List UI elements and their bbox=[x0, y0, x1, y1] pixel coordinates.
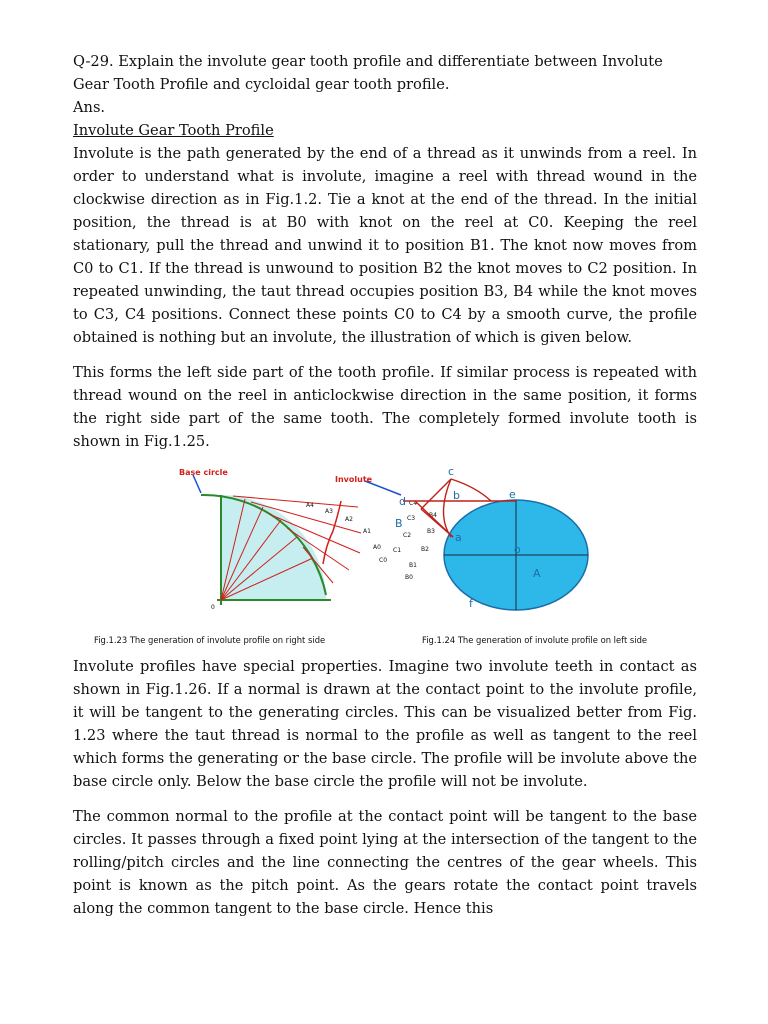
question-title: Q-29. Explain the involute gear tooth profile and differentiate between Involute Gear Tooth Profile and cycloidal gear tooth profile. bbox=[73, 53, 663, 93]
label-A: A bbox=[533, 567, 541, 580]
involute-label: Involute bbox=[335, 475, 373, 484]
caption-fig-1-24: Fig.1.24 The generation of involute profile on left side bbox=[422, 635, 648, 645]
section-heading: Involute Gear Tooth Profile bbox=[73, 122, 274, 139]
label-a4: A4 bbox=[306, 502, 314, 509]
label-d: d bbox=[399, 495, 406, 508]
label-o: o bbox=[514, 543, 521, 556]
answer-label: Ans. bbox=[73, 99, 106, 116]
label-c2: C2 bbox=[403, 532, 412, 539]
label-f: f bbox=[469, 597, 473, 610]
base-circle-region bbox=[221, 495, 326, 600]
label-c0: C0 bbox=[379, 557, 388, 564]
figure-involute-left bbox=[381, 465, 641, 635]
caption-fig-1-23: Fig.1.23 The generation of involute profile on right side bbox=[94, 635, 326, 645]
paragraph-involute-properties: Involute profiles have special properties. Imagine two involute teeth in contact as shown in Fig.1.26. If a normal is drawn at the contact point to the involute profile, it will be tangent to the generating circles. This can be visualized better from Fig. 1.23 where the taut thread is normal to the profile as well as tangent to the reel which forms the generating or the base circle. The profile will be involute above the base circle only. Below the base circle the profile will not be involute. bbox=[73, 658, 697, 790]
label-b2: B2 bbox=[421, 546, 429, 553]
paragraph-involute-definition: Involute is the path generated by the end of a thread as it unwinds from a reel. In order to understand what is involute, imagine a reel with thread wound in the clockwise direction as in Fig.1.2. Tie a knot at the end of the thread. In the initial position, the thread is at B0 with knot on the reel at C0. Keeping the reel stationary, pull the thread and unwind it to position B1. The knot now moves from C0 to C1. If the thread is unwound to position B2 the knot moves to C2 position. In repeated unwinding, the taut thread occupies position B3, B4 while the knot moves to C3, C4 positions. Connect these points C0 to C4 by a smooth curve, the profile obtained is nothing but an involute, the illustration of which is given below. bbox=[73, 145, 697, 346]
label-c4: C4 bbox=[409, 500, 418, 507]
label-origin: 0 bbox=[211, 604, 215, 611]
label-c1: C1 bbox=[393, 547, 402, 554]
figure-row bbox=[73, 465, 697, 635]
label-a0: A0 bbox=[373, 544, 381, 551]
label-b1: B1 bbox=[409, 562, 417, 569]
label-e: e bbox=[509, 488, 516, 501]
label-c: c bbox=[448, 465, 455, 478]
label-b4: B4 bbox=[429, 512, 437, 519]
label-b3: B3 bbox=[427, 528, 435, 535]
label-b0: B0 bbox=[405, 574, 413, 581]
paragraph-common-normal: The common normal to the profile at the contact point will be tangent to the base circles. It passes through a fixed point lying at the intersection of the tangent to the rolling/pitch circles and the line connecting the centres of the gear wheels. This point is known as the pitch point. As the gears rotate the contact point travels along the common tangent to the base circle. Hence this bbox=[73, 808, 697, 917]
label-a2: A2 bbox=[345, 516, 353, 523]
figure-captions bbox=[73, 635, 697, 655]
label-a: a bbox=[455, 531, 462, 544]
base-circle-label: Base circle bbox=[179, 468, 228, 477]
line-ab bbox=[415, 501, 453, 537]
label-b: b bbox=[453, 489, 460, 502]
paragraph-tooth-sides: This forms the left side part of the tooth profile. If similar process is repeated with thread wound on the reel in anticlockwise direction in the same position, it forms the right side part of the same tooth. The completely formed involute tooth is shown in Fig.1.25. bbox=[73, 364, 697, 450]
label-a1: A1 bbox=[363, 528, 371, 535]
label-c3: C3 bbox=[407, 515, 416, 522]
base-circle-pointer bbox=[193, 475, 201, 493]
label-a3: A3 bbox=[325, 508, 333, 515]
document-page bbox=[73, 50, 697, 920]
label-B: B bbox=[395, 517, 403, 530]
